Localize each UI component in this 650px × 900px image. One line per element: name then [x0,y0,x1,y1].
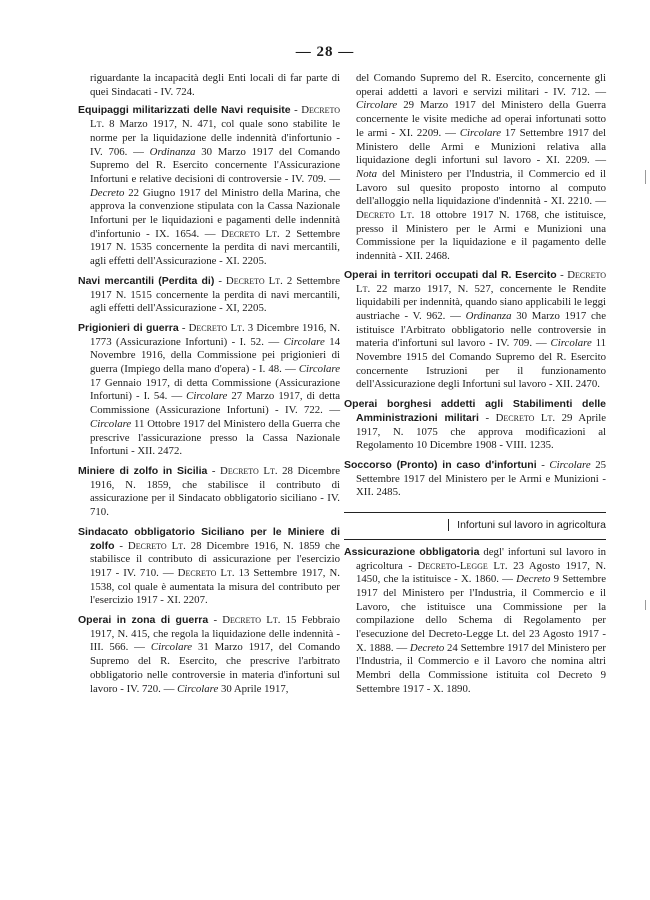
entry-act-type: Decreto Lt. [495,411,556,424]
entry-text: 15 Febbraio 1917, N. 415, che regola la liquidazione delle indennità - III. 566. — [90,614,340,654]
index-entry [78,104,340,268]
entry-text: 27 Marzo 1917, di detta Commissione (Assicurazione Infortuni) - IV. 722. — [90,390,340,417]
entry-text: 28 Dicembre 1916, N. 1859 che stabilisce il contributo di assicurazione per l'esercizio 1917 - IV. 710. — [90,539,340,579]
entry-text: 30 Aprile 1917, [218,682,289,695]
entry-text: 31 Marzo 1917, del Comando Supremo del R. Esercito, che prescrive l'arbitrato obbligatorio nelle controversie in materia d'infortuni sul lavoro - IV. 720. — [90,641,340,695]
entry-text: 2 Settembre 1917 N. 1515 concernente la perdita di navi mercantili, agli effetti dell'Assicurazione - XI, 2205. [90,274,340,315]
entry-act-type: Decreto Lt. [356,209,415,222]
index-entry [78,322,340,459]
section-heading-text: Infortuni sul lavoro in agricoltura [448,519,606,531]
page-edge-mark [645,600,646,610]
entry-text: riguardante la incapacità degli Enti locali di far parte di quei Sindacati - IV. 724. [90,72,340,98]
index-entry [78,465,340,520]
entry-act-type: Circolare [186,390,228,403]
entry-text: 22 marzo 1917, N. 527, concernente le Rendite liquidabili per indennità, quando siano applicabili le leggi austriache - V. 962. — [356,282,606,322]
entry-heading: Miniere di zolfo in Sicilia [78,464,208,477]
section-divider-bottom [344,539,606,540]
entry-act-type: Circolare [356,99,398,112]
index-entry [78,614,340,696]
index-entry-continuation [78,72,340,99]
entry-text: - [214,274,226,287]
section-heading [344,513,606,539]
entry-text: 9 Settembre 1917 del Ministero per l'Industria, il Commercio e il Lavoro, che istituisce una Commissione per la compilazione dello Schema di Regolamento per l'esecuzione del Decreto-Legge Lt. del 23 Agosto 1917 - X. 1888. — [356,573,606,654]
entry-act-type: Ordinanza [465,309,512,322]
entry-heading: Operai borghesi addetti agli Stabilimenti delle Amministrazioni militari [344,398,606,424]
entry-text: 11 Ottobre 1917 del Ministero della Guerra che prescrive l'assicurazione presso la Cassa Nazionale Infortuni - XII. 2472. [90,417,340,458]
entry-text: 8 Marzo 1917, N. 471, col quale sono stabilite le norme per la liquidazione delle indennità d'infortunio - IV. 706. — [90,118,340,158]
index-entry [78,526,340,608]
entry-text: 22 Giugno 1917 del Ministro della Marina, che approva la convenzione stipulata con la Cassa Nazionale Infortuni per le liquidazioni e pagamenti delle indennità d'infortunio - IX. 1654. — [90,186,340,240]
entry-text: 30 Marzo 1917 del Comando Supremo del R. Esercito concernente l'Assicurazione Infortuni e relative decisioni di controversie - IV. 709. — [90,145,340,185]
entry-act-type: Ordinanza [149,145,196,158]
entry-text: - [290,104,302,117]
entry-act-type: Decreto Lt. [177,566,235,579]
entry-act-type: Circolare [550,337,592,350]
entry-text: 17 Settembre 1917 del Ministero delle Armi e Munizioni relativa alla liquidazione degli infortuni sul lavoro - XI. 2209. — [356,126,606,167]
index-entry [344,546,606,697]
page-number: — 28 — [295,44,355,60]
entry-text: - [536,458,550,471]
section-entries [344,546,606,697]
entry-text: 23 Agosto 1917, N. 1450, che la istituisce - X. 1860. — [356,559,606,586]
entry-act-type: Decreto Lt. [222,614,281,627]
entry-text: - [207,464,221,477]
entry-text: - [178,321,189,334]
entry-text: 17 Gennaio 1917, di detta Commissione (Assicurazione Infortuni) - I. 54. — [90,376,340,403]
entry-text: 2 Settembre 1917 N. 1535 concernente la perdita di navi mercantili, agli effetti dell'Assicurazione - XI. 2205. [90,227,340,268]
entry-text: 29 Marzo 1917 del Ministero della Guerra concernente le visite mediche ad operai infortunati sotto le armi - XI. 2209. — [356,99,606,139]
entry-text: 24 Settembre 1917 del Ministero per l'Industria, il Commercio e il Lavoro che nomina altri Membri della Commissione istituita col Decreto 9 Settembre 1917 - X. 1890. [356,641,606,695]
right-column [344,72,606,703]
left-column [78,72,340,702]
entry-text: degl' infortuni sul lavoro in agricoltura - [356,545,606,572]
entry-heading: Assicurazione obbligatoria [344,545,480,558]
entry-act-type: Decreto Lt. [127,539,186,552]
entry-heading: Navi mercantili (Perdita di) [78,274,215,287]
entry-act-type: Circolare [549,458,591,471]
entry-act-type: Decreto Lt. [188,321,245,334]
entry-act-type: Circolare [177,682,219,695]
entry-text: - [478,411,496,424]
entry-text: 14 Novembre 1916, della Commissione pei prigionieri di guerra (Impiego della mano d'opera) - I. 48. — [90,335,340,376]
entry-act-type: Nota [356,167,377,180]
entry-act-type: Decreto Lt. [220,464,278,477]
index-entry-continuation [344,72,606,264]
page-edge-mark [645,170,646,184]
entry-text: - [208,614,223,627]
entry-act-type: Decreto [409,641,445,654]
entry-act-type: Circolare [459,126,501,139]
index-entry [344,269,606,392]
entry-act-type: Circolare [90,417,132,430]
index-entry [78,275,340,316]
entry-heading: Soccorso (Pronto) in caso d'infortuni [344,458,537,471]
entry-heading: Sindacato obbligatorio Siciliano per le Miniere di zolfo [78,525,340,552]
entry-text: del Ministero per l'Industria, il Commercio ed il Lavoro sul quesito proposto intorno al computo dell'alloggio nella liquidazione d'indennità - XI. 2210. — [356,167,606,208]
entry-heading: Operai in territori occupati dal R. Esercito [344,268,557,281]
entry-text: 13 Settembre 1917, N. 1538, col quale è aumentata la misura del contributo per l'esercizio 1917 - XI. 2207. [90,566,341,607]
entry-text: - [556,268,568,281]
entry-act-type: Decreto [516,573,551,586]
entry-heading: Operai in zona di guerra [78,614,209,627]
right-column-entries [344,72,606,500]
entry-text: 28 Dicembre 1916, N. 1859, che stabilisce il contributo di assicurazione per il Sindacato obbligatorio siciliano - IV. 710. [90,464,341,519]
entry-text: 11 Novembre 1915 del Comando Supremo del R. Esercito concernente Istruzioni per il funzionamento dell'Assicurazione degli Infortuni sul lavoro - XII. 2470. [356,337,606,391]
index-entry [344,459,606,500]
entry-act-type: Circolare [298,363,340,376]
entry-act-type: Circolare [150,641,193,654]
entry-text: - [114,539,128,552]
entry-act-type: Decreto-Legge Lt. [417,559,508,572]
entry-text: 29 Aprile 1917, N. 1075 che approva modificazioni al Regolamento 10 Dicembre 1908 - VIII. 1235. [356,411,606,452]
entry-heading: Prigionieri di guerra [78,321,179,334]
entry-text: 25 Settembre 1917 del Ministero per le Armi e Munizioni - XII. 2485. [356,458,606,499]
entry-text: 30 Marzo 1917 che istituisce l'Arbitrato obbligatorio nelle controversie in materia d'infortuni sul lavoro - IV. 709. — [356,309,606,350]
entry-heading: Equipaggi militarizzati delle Navi requisite [78,104,291,117]
entry-act-type: Decreto Lt. [225,274,283,287]
index-entry [344,398,606,453]
entry-act-type: Decreto [90,186,125,199]
entry-act-type: Decreto Lt. [221,227,280,240]
entry-act-type: Circolare [283,335,325,348]
entry-text: 3 Dicembre 1916, N. 1773 (Assicurazione Infortuni) - I. 52. — [90,321,340,348]
entry-act-type: Decreto Lt. [90,104,341,131]
entry-text: del Comando Supremo del R. Esercito, concernente gli operai addetti a lavori e servizi militari - IV. 712. — [356,72,606,98]
entry-act-type: Decreto Lt. [356,268,606,295]
entry-text: 18 ottobre 1917 N. 1768, che istituisce, presso il Ministero per le Armi e Munizioni una Commissione per la liquidazione e il pagamento delle indennità - XII. 2468. [356,209,606,263]
